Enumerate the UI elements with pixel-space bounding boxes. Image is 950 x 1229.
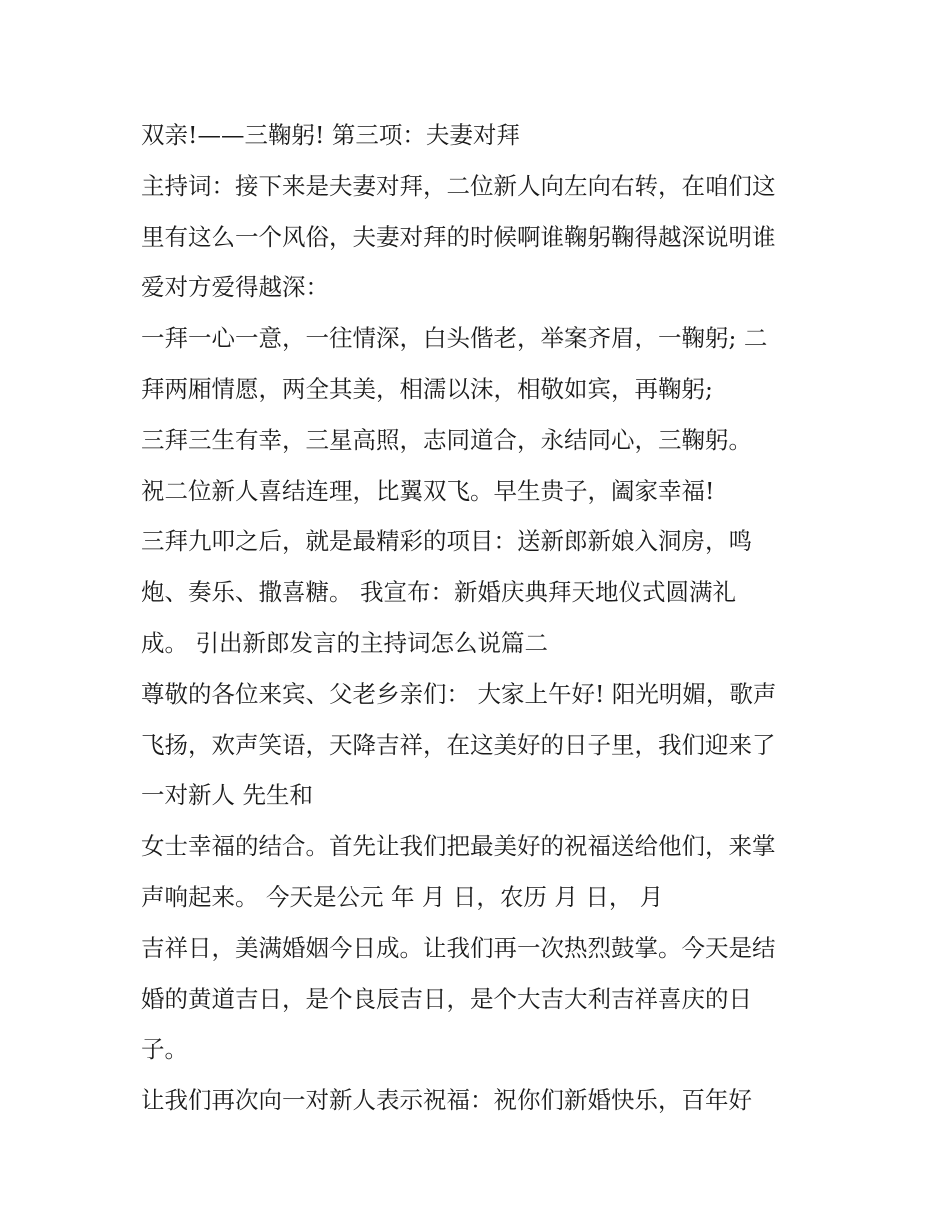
text-line: 女士幸福的结合。首先让我们把最美好的祝福送给他们，来掌 [141,832,776,861]
text-line: 炮、奏乐、撒喜糖。 我宣布：新婚庆典拜天地仪式圆满礼 [141,578,736,607]
text-line: 婚的黄道吉日，是个良辰吉日，是个大吉大利吉祥喜庆的日 [141,984,752,1013]
text-line: 吉祥日，美满婚姻今日成。让我们再一次热烈鼓掌。今天是结 [141,933,776,962]
text-line: 主持词：接下来是夫妻对拜，二位新人向左向右转，在咱们这 [141,171,776,200]
text-line: 成。 引出新郎发言的主持词怎么说篇二 [141,628,548,657]
text-line: 里有这么一个风俗，夫妻对拜的时候啊谁鞠躬鞠得越深说明谁 [141,222,776,251]
text-line: 一对新人 先生和 [141,781,313,810]
text-line: 子。 [141,1035,188,1064]
document-body [141,110,841,1126]
text-line: 声响起来。 今天是公元 年 月 日，农历 月 日， 月 [141,882,664,911]
text-line: 三拜九叩之后，就是最精彩的项目：送新郎新娘入洞房，鸣 [141,527,752,556]
text-line: 爱对方爱得越深： [141,273,329,302]
text-line: 三拜三生有幸，三星高照，志同道合，永结同心，三鞠躬。 [141,425,752,454]
text-line: 一拜一心一意，一往情深，白头偕老，举案齐眉，一鞠躬; 二 [141,324,768,353]
text-line: 拜两厢情愿，两全其美，相濡以沫，相敬如宾，再鞠躬; [141,374,713,403]
text-line: 让我们再次向一对新人表示祝福：祝你们新婚快乐，百年好 [141,1086,752,1115]
text-line: 祝二位新人喜结连理，比翼双飞。早生贵子，阖家幸福! [141,476,715,505]
text-line: 双亲!——三鞠躬! 第三项：夫妻对拜 [141,121,520,149]
text-line: 尊敬的各位来宾、父老乡亲们： 大家上午好! 阳光明媚，歌声 [141,679,777,708]
text-line: 飞扬，欢声笑语，天降吉祥，在这美好的日子里，我们迎来了 [141,730,776,759]
